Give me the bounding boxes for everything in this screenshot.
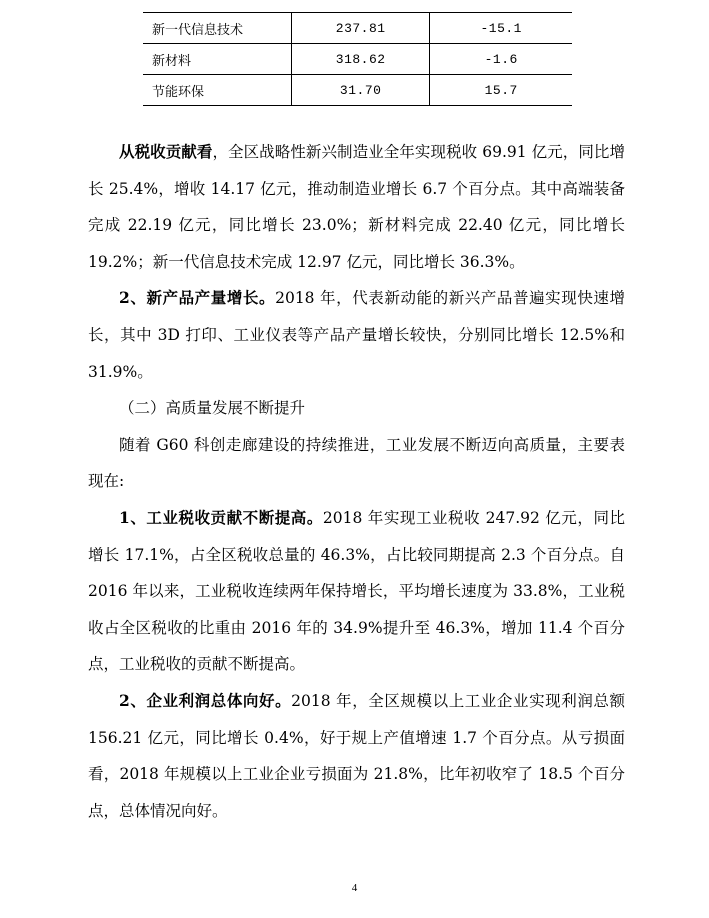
paragraph-lead: 2、新产品产量增长。 <box>119 288 276 308</box>
paragraph-intro: 随着 G60 科创走廊建设的持续推进，工业发展不断迈向高质量，主要表现在: <box>88 435 625 491</box>
table-row <box>143 44 572 75</box>
paragraph-lead: 从税收贡献看 <box>119 142 213 161</box>
table-cell-value: 318.62 <box>291 44 430 75</box>
table-cell-industry: 新材料 <box>143 44 291 75</box>
table-cell-change: -1.6 <box>430 44 572 75</box>
table-cell-industry: 新一代信息技术 <box>143 13 291 44</box>
section-heading: （二）高质量发展不断提升 <box>119 399 306 418</box>
table-row <box>143 13 572 44</box>
table-cell-change: -15.1 <box>430 13 572 44</box>
paragraph-new-products <box>88 280 625 390</box>
paragraph-industrial-tax <box>88 500 625 683</box>
document-body <box>88 134 625 829</box>
paragraph-text: 2018 年，代表新动能的新兴产品普遍实现快速增长，其中 3D 打印、工业仪表等产品产量增长较快，分别同比增长 12.5%和 31.9%。 <box>88 289 625 381</box>
paragraph-lead: 1、工业税收贡献不断提高。 <box>119 507 323 527</box>
paragraph-text: 2018 年，全区规模以上工业企业实现利润总额 156.21 亿元，同比增长 0.4%，好于规上产值增速 1.7 个百分点。从亏损面看，2018 年规模以上工业企业亏损面为 21.8%，比年初收窄了 18.5 个百分点，总体情况向好。 <box>88 691 625 820</box>
paragraph-enterprise-profit <box>88 683 625 829</box>
data-table-container <box>143 12 572 106</box>
table-cell-industry: 节能环保 <box>143 75 291 106</box>
table-cell-value: 237.81 <box>291 13 430 44</box>
table-row <box>143 75 572 106</box>
paragraph-text: 2018 年实现工业税收 247.92 亿元，同比增长 17.1%，占全区税收总量的 46.3%，占比较同期提高 2.3 个百分点。自 2016 年以来，工业税收连续两年保持增长，平均增长速度为 33.8%，工业税收占全区税收的比重由 2016 年的 34.9%提升至 46.3%，增加 11.4 个百分点，工业税收的贡献不断提高。 <box>88 508 625 674</box>
page-number: 4 <box>351 882 358 894</box>
table-cell-value: 31.70 <box>291 75 430 106</box>
paragraph-text: ，全区战略性新兴制造业全年实现税收 69.91 亿元，同比增长 25.4%，增收 14.17 亿元，推动制造业增长 6.7 个百分点。其中高端装备完成 22.19 亿元，同比增长 23.0%；新材料完成 22.40 亿元，同比增长 19.2%；新一代信息技术完成 12.97 亿元，同比增长 36.3%。 <box>88 143 625 271</box>
industry-data-table <box>143 12 572 106</box>
table-cell-change: 15.7 <box>430 75 572 106</box>
paragraph-tax-contribution <box>88 134 625 280</box>
paragraph-lead: 2、企业利润总体向好。 <box>119 690 292 710</box>
